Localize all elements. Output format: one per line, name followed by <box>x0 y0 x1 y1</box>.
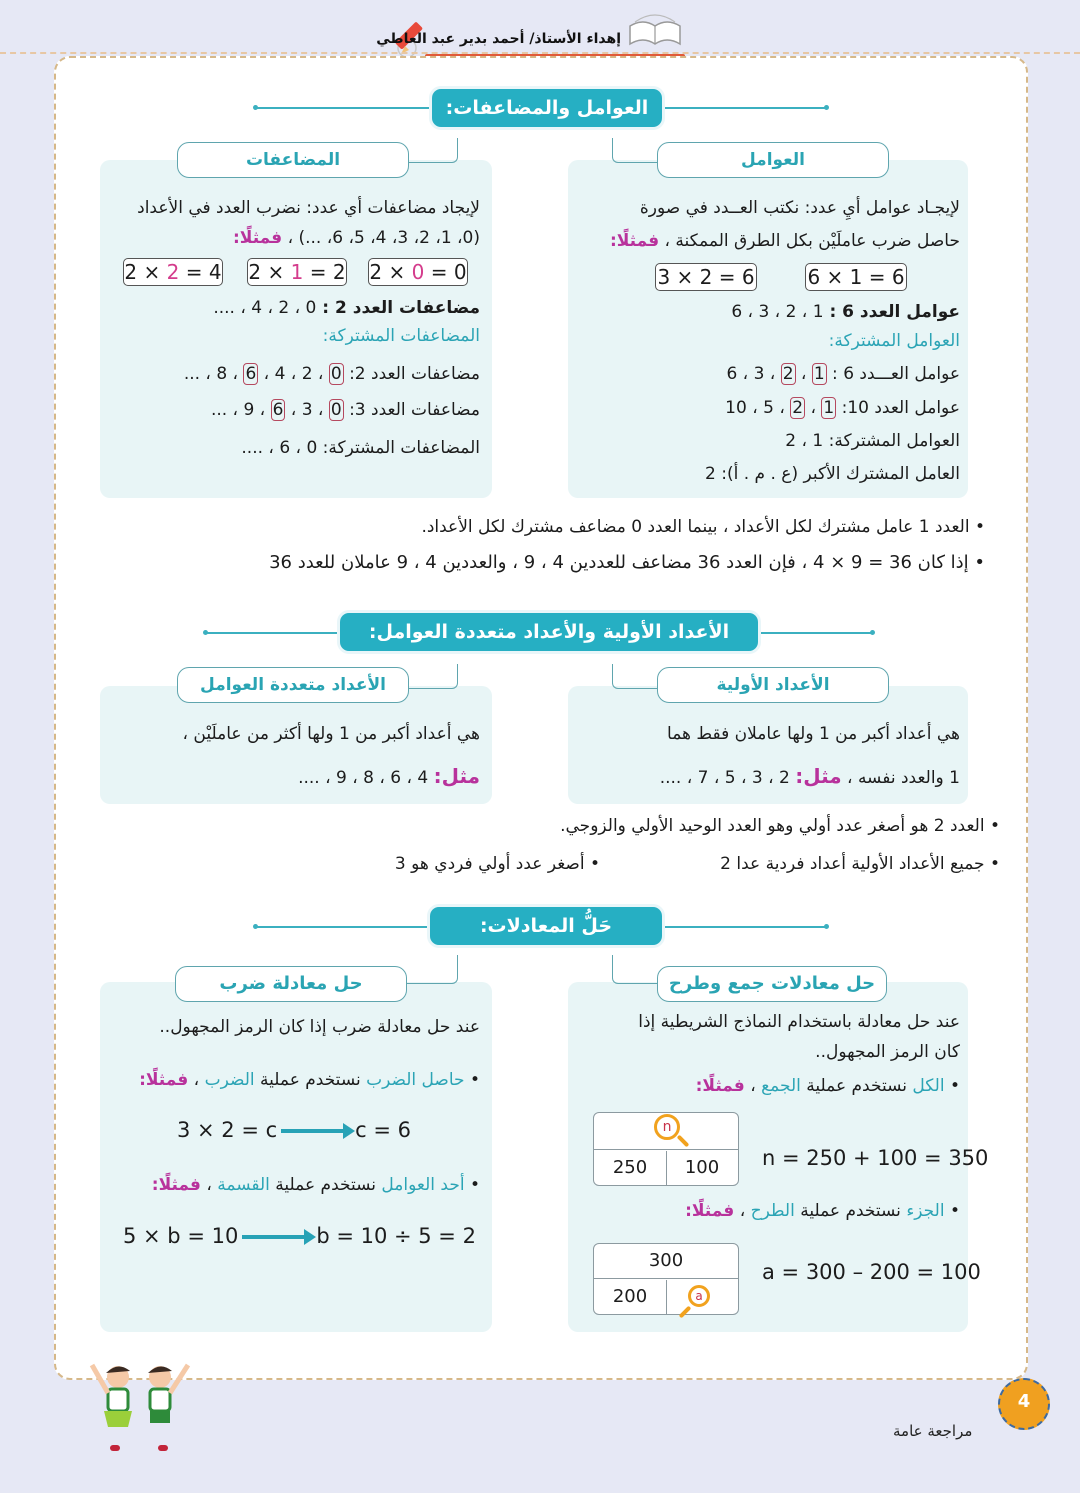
multiples-intro-1: لإيجاد مضاعفات أي عدد: نضرب العدد في الأعداد <box>137 198 480 218</box>
multiples-of-2 <box>213 296 480 320</box>
eq-left: 2 × <box>124 260 161 284</box>
mult-intro: عند حل معادلة ضرب إذا كان الرمز المجهول.. <box>159 1017 480 1037</box>
row-label: مضاعفات العدد 3: <box>349 400 480 420</box>
factors-of-6 <box>731 300 960 324</box>
formula-right: c = 6 <box>355 1118 412 1142</box>
term: أحد العوامل <box>381 1175 465 1195</box>
term: الكل <box>912 1076 945 1096</box>
term: الجزء <box>906 1201 945 1221</box>
add-sub-bullet-1 <box>696 1074 960 1098</box>
magnifier-icon: a <box>688 1285 710 1307</box>
eq-left: 2 × <box>248 260 285 284</box>
note-4: • جميع الأعداد الأولية أعداد فردية عدا 2 <box>720 852 1000 876</box>
factors-intro-2-text: حاصل ضرب عاملَيْن بكل الطرق الممكنة ، <box>664 231 960 251</box>
sep: ، <box>206 1175 212 1195</box>
row-label: عوامل العـــدد 6 : <box>832 364 960 384</box>
section2-title: الأعداد الأولية والأعداد متعددة العوامل: <box>340 613 758 651</box>
footer-label: مراجعة عامة <box>893 1422 973 1440</box>
value: ... <box>210 400 228 420</box>
multiples-intro-2 <box>233 226 480 250</box>
eq-right: = 2 <box>309 260 346 284</box>
note-1: • العدد 1 عامل مشترك لكل الأعداد ، بينما العدد 0 مضاعف مشترك لكل الأعداد. <box>421 515 985 539</box>
mult-formula-1 <box>177 1118 411 1142</box>
value: ... <box>183 364 201 384</box>
composites-line-1: هي أعداد أكبر من 1 ولها أكثر من عاملَيْن ، <box>182 724 480 744</box>
term: حاصل الضرب <box>366 1070 465 1090</box>
mid: نستخدم عملية <box>275 1175 376 1195</box>
bar-model-left: 250 <box>594 1151 667 1185</box>
factors-eq-2: 3 × 2 = 6 <box>655 263 757 291</box>
value: 4 <box>274 364 286 384</box>
eq-right: = 0 <box>430 260 467 284</box>
primes-title: الأعداد الأولية <box>657 667 889 703</box>
value: 6 <box>726 364 738 384</box>
op: الطرح <box>750 1201 795 1221</box>
multiples-eq-0 <box>368 258 468 286</box>
value: 3 <box>753 364 765 384</box>
highlight-value: 2 <box>792 398 804 418</box>
common-multiples-title: المضاعفات المشتركة: <box>322 326 480 346</box>
note-2: • إذا كان 36 = 9 × 4 ، فإن العدد 36 مضاعف للعددين 4 ، 9 ، والعددين 4 ، 9 عاملان للعدد 36 <box>269 551 985 575</box>
example-label: فمثلًا: <box>233 228 283 248</box>
sep: ، <box>193 1070 200 1090</box>
magnifier-icon: n <box>654 1114 680 1140</box>
value: 3 <box>301 400 313 420</box>
highlight-value: 1 <box>823 398 835 418</box>
highlight-value: 1 <box>813 364 825 384</box>
sep: ، <box>750 1076 756 1096</box>
composites-line-2 <box>298 764 480 790</box>
formula-right: b = 10 ÷ 5 = 2 <box>316 1224 476 1248</box>
multiples-eq-1 <box>247 258 347 286</box>
add-sub-connector <box>612 955 659 984</box>
factors-title: العوامل <box>657 142 889 178</box>
value: 9 <box>243 400 255 420</box>
factors-connector <box>612 138 659 163</box>
mid: نستخدم عملية <box>800 1201 901 1221</box>
factors-of-6-label: عوامل العدد 6 : <box>829 302 960 322</box>
value: 8 <box>216 364 228 384</box>
composites-values: 4 ، 6 ، 8 ، 9 ، .... <box>298 768 429 788</box>
primes-line-2-text: 1 والعدد نفسه ، <box>847 768 960 788</box>
example-label: فمثلًا: <box>685 1201 735 1221</box>
op: القسمة <box>217 1175 270 1195</box>
example-label: فمثلًا: <box>151 1175 201 1195</box>
composites-connector <box>407 664 458 689</box>
section3-title: حَلُّ المعادلات: <box>430 907 662 945</box>
kids-illustration <box>80 1355 200 1460</box>
multiples-of-2-values: 0 ، 2 ، 4 ، .... <box>213 298 317 318</box>
mult-bullet-2 <box>152 1173 480 1197</box>
bar-model-2 <box>593 1243 739 1315</box>
multiples-eq-2 <box>123 258 223 286</box>
value: 2 <box>301 364 313 384</box>
multiples-row-3: مضاعفات العدد 3: 0 ، 3 ، 6 ، 9 ، ... <box>210 400 480 420</box>
primes-line-1: هي أعداد أكبر من 1 ولها عاملان فقط هما <box>667 724 960 744</box>
gcf-line: العامل المشترك الأكبر (ع . م . أ): 2 <box>705 464 960 484</box>
page-number-badge: 4 <box>998 1378 1050 1430</box>
mult-bullet-1 <box>139 1068 480 1092</box>
book-icon <box>625 14 685 52</box>
op: الجمع <box>761 1076 801 1096</box>
bar-model-top: 300 <box>594 1244 738 1279</box>
eq-right: = 4 <box>185 260 222 284</box>
eq-mid: 1 <box>290 260 304 284</box>
arrow-icon <box>242 1235 312 1239</box>
composites-title: الأعداد متعددة العوامل <box>177 667 409 703</box>
arrow-icon <box>281 1129 351 1133</box>
factors-eq-1: 6 × 1 = 6 <box>805 263 907 291</box>
mult-formula-2 <box>123 1224 476 1248</box>
header <box>376 14 685 52</box>
primes-connector <box>612 664 659 689</box>
highlight-value: 2 <box>782 364 794 384</box>
highlight-value: 0 <box>330 364 342 384</box>
multiples-title: المضاعفات <box>177 142 409 178</box>
example-label: فمثلًا: <box>139 1070 189 1090</box>
example-label: فمثلًا: <box>695 1076 745 1096</box>
primes-values: 2 ، 3 ، 5 ، 7 ، .... <box>659 768 790 788</box>
multiples-of-2-label: مضاعفات العدد 2 : <box>322 298 480 318</box>
bar-model-left: 200 <box>594 1280 667 1314</box>
factors-row-10: عوامل العدد 10: 1 ، 2 ، 5 ، 10 <box>725 398 960 418</box>
multiples-connector <box>407 138 458 163</box>
row-label: عوامل العدد 10: <box>841 398 960 418</box>
op: الضرب <box>204 1070 255 1090</box>
section1-title: العوامل والمضاعفات: <box>432 89 662 127</box>
eq-left: 2 × <box>369 260 406 284</box>
common-factors-title: العوامل المشتركة: <box>828 331 960 351</box>
formula-1: n = 250 + 100 = 350 <box>762 1146 989 1170</box>
example-label: مثل: <box>433 764 480 788</box>
add-sub-title: حل معادلات جمع وطرح <box>657 966 887 1002</box>
example-label: مثل: <box>795 764 842 788</box>
highlight-value: 0 <box>330 400 342 420</box>
highlight-value: 6 <box>272 400 284 420</box>
mult-title: حل معادلة ضرب <box>175 966 407 1002</box>
sep: ، <box>739 1201 746 1221</box>
multiples-intro-2-text: (0، 1، 2، 3، 4، 5، 6، ...) ، <box>287 228 480 248</box>
row-label: مضاعفات العدد 2: <box>349 364 480 384</box>
factors-of-6-values: 1 ، 2 ، 3 ، 6 <box>731 302 824 322</box>
formula-left: 5 × b = 10 <box>123 1224 239 1248</box>
dedication: إهداء الأستاذ/ أحمد بدير عبد العاطي <box>376 31 621 47</box>
factors-intro-1: لإيجـاد عوامل أيِ عدد: نكتب العــدد في صورة <box>639 198 960 218</box>
value: 10 <box>725 398 747 418</box>
primes-line-2 <box>660 764 960 790</box>
factors-row-6: عوامل العـــدد 6 : 1 ، 2 ، 3 ، 6 <box>726 364 960 384</box>
formula-2: a = 300 – 200 = 100 <box>762 1260 981 1284</box>
formula-left: 3 × 2 = c <box>177 1118 278 1142</box>
mult-connector <box>405 955 458 984</box>
add-sub-intro-1: عند حل معادلة باستخدام النماذج الشريطية إذا <box>638 1012 960 1032</box>
mid: نستخدم عملية <box>260 1070 361 1090</box>
add-sub-bullet-2 <box>685 1199 960 1223</box>
factors-intro-2 <box>610 229 960 253</box>
common-multiples-line: المضاعفات المشتركة: 0 ، 6 ، .... <box>241 438 480 458</box>
note-3: • العدد 2 هو أصغر عدد أولي وهو العدد الوحيد الأولي والزوجي. <box>560 814 1000 838</box>
eq-mid: 2 <box>166 260 180 284</box>
eq-mid: 0 <box>411 260 425 284</box>
add-sub-intro-2: كان الرمز المجهول.. <box>815 1042 960 1062</box>
header-dashed-rule <box>0 52 1080 54</box>
bar-model-right: 100 <box>684 1157 720 1178</box>
common-factors-line: العوامل المشتركة: 1 ، 2 <box>785 431 960 451</box>
multiples-row-2: مضاعفات العدد 2: 0 ، 2 ، 4 ، 6 ، 8 ، ... <box>183 364 480 384</box>
highlight-value: 6 <box>245 364 257 384</box>
value: 5 <box>763 398 774 418</box>
example-label: فمثلًا: <box>609 231 660 251</box>
mid: نستخدم عملية <box>806 1076 907 1096</box>
note-5: • أصغر عدد أولي فردي هو 3 <box>395 852 600 876</box>
